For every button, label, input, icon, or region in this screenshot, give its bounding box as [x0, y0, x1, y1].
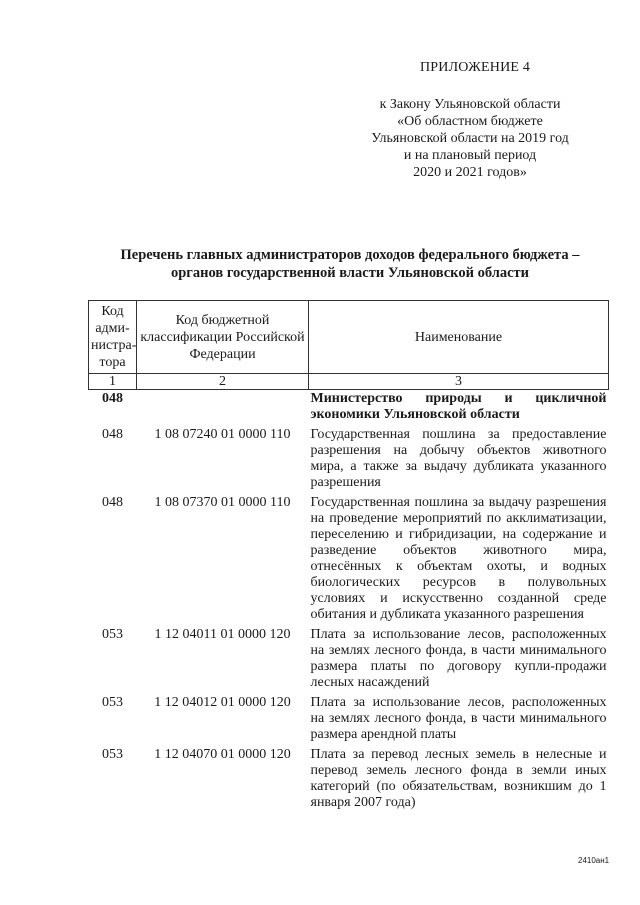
income-name: Плата за использование лесов, расположенных на землях лесного фонда, в части минимального размера арендной платы [310, 695, 607, 742]
budget-code: 1 12 04070 01 0000 120 [154, 747, 291, 762]
title-line: органов государственной власти Ульяновской области [170, 265, 530, 281]
admin-code: 048 [102, 495, 123, 510]
table-row [89, 626, 609, 694]
column-number-row [89, 374, 609, 390]
table-row [89, 390, 609, 427]
income-name: Государственная пошлина за предоставление разрешения на добычу объектов животного мира, а также за выдачу дубликата указанного разрешения [310, 427, 607, 490]
law-ref-line: «Об областном бюджете [397, 114, 543, 129]
appendix-label: ПРИЛОЖЕНИЕ 4 [420, 60, 531, 75]
income-name: Государственная пошлина за выдачу разрешения на проведение мероприятий по акклиматизации, переселению и гибридизации, на содержание и разведение объектов животного мира, отнесённых к объектам охоты, и водных биологических ресурсов в полувольных условиях и искусственно созданной среде обитания и дубликата указанного разрешения [310, 495, 607, 622]
table-row [89, 746, 609, 814]
table-row [89, 426, 609, 494]
administrators-table [88, 300, 609, 814]
header-budget-code: Код бюджетной классификации Российской Федерации [137, 301, 309, 374]
admin-code: 053 [102, 747, 123, 762]
column-number: 1 [89, 374, 137, 390]
table-row [89, 694, 609, 746]
table-row [89, 494, 609, 626]
law-ref-line: к Закону Ульяновской области [379, 97, 561, 112]
header-admin-code: Код адми-нистра-тора [89, 301, 137, 374]
income-name: Плата за перевод лесных земель в нелесные и перевод земель лесного фонда в земли иных категорий (по обязательствам, возникшим до 1 января 2007 года) [310, 747, 607, 810]
title-line: Перечень главных администраторов доходов федерального бюджета – [120, 247, 580, 263]
law-ref-line: Ульяновской области на 2019 год [371, 131, 569, 146]
income-name: Плата за использование лесов, расположенных на землях лесного фонда, в части минимального размера платы по договору купли-продажи лесных насаждений [310, 627, 607, 690]
column-number: 3 [309, 374, 609, 390]
law-ref-line: и на плановый период [403, 148, 537, 163]
law-reference [340, 96, 600, 181]
budget-code [137, 390, 309, 427]
income-name: Министерство природы и цикличной экономики Ульяновской области [310, 391, 607, 422]
budget-code: 1 08 07240 01 0000 110 [154, 427, 291, 442]
header-name: Наименование [309, 301, 609, 374]
admin-code: 048 [102, 427, 123, 442]
admin-code: 048 [102, 391, 123, 406]
admin-code: 053 [102, 627, 123, 642]
table-header-row [89, 301, 609, 374]
law-ref-line: 2020 и 2021 годов» [413, 165, 527, 180]
budget-code: 1 08 07370 01 0000 110 [154, 495, 291, 510]
document-title [70, 246, 630, 282]
admin-code: 053 [102, 695, 123, 710]
budget-code: 1 12 04012 01 0000 120 [154, 695, 291, 710]
column-number: 2 [137, 374, 309, 390]
budget-code: 1 12 04011 01 0000 120 [154, 627, 291, 642]
page-code: 2410ан1 [578, 856, 610, 865]
